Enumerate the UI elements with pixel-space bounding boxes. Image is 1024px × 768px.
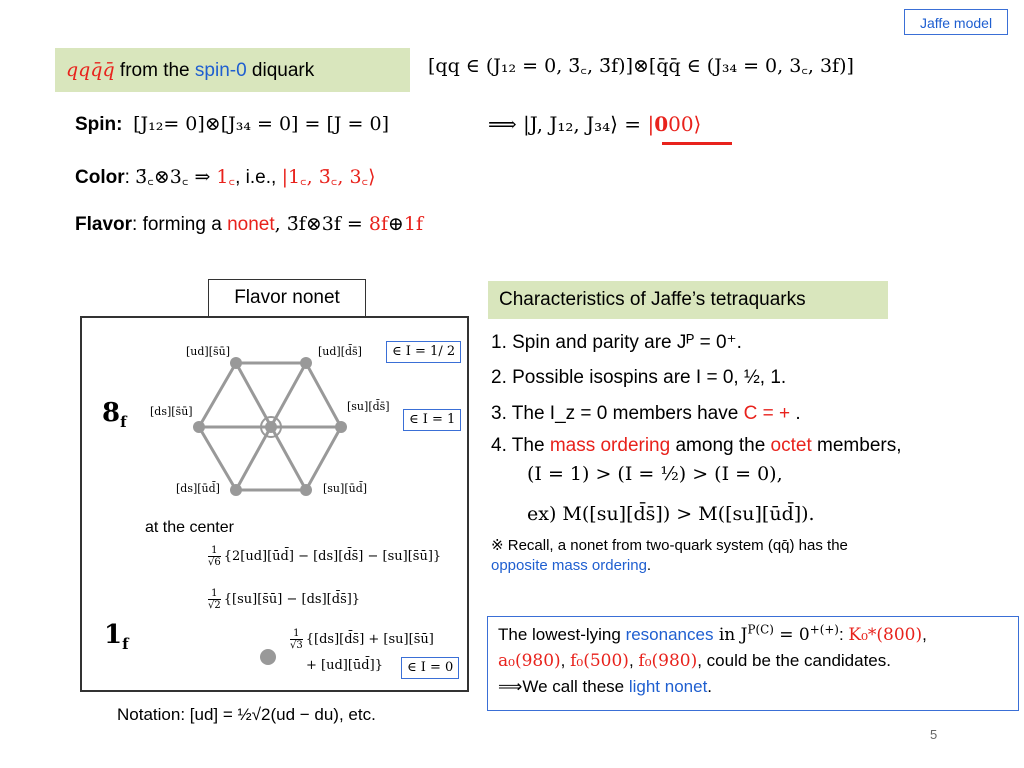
headline-math: qqq̄q̄ [66, 59, 115, 81]
singlet-formula-2: + [ud][ūd̄]} [306, 658, 383, 673]
characteristic-item-4-example: ex) M([su][d̄s̄]) > M([su][ūd̄]). [527, 503, 815, 525]
vertex-top-left [230, 357, 242, 369]
isospin-zero-box: ∈ I = 0 [401, 657, 459, 679]
spin-state-ket: | [647, 112, 655, 136]
flavor-singlet: 1f [403, 213, 424, 235]
characteristics-title: Characteristics of Jaffe’s tetraquarks [488, 281, 888, 319]
color-ie: , i.e., [235, 167, 282, 188]
resonance-line-3: ⟹We call these light nonet. [498, 677, 713, 696]
kaon-resonance: K₀*(800) [848, 625, 923, 645]
vertex-bottom-right [300, 484, 312, 496]
octet-center-formula-2: $\frac{1}{√2}$ {[su][s̄ū] − [ds][d̄s̄]} [208, 588, 361, 611]
item3-text-post: . [790, 403, 801, 424]
spin-state-rest: 00⟩ [668, 112, 702, 136]
f0-500-resonance: f₀(500) [570, 651, 629, 671]
resonance-line-2: a₀(980), f₀(500), f₀(980), could be the candidates. [498, 651, 891, 671]
jaffe-model-tag: Jaffe model [904, 9, 1008, 35]
color-colon: : [124, 167, 136, 188]
vertex-label-left: [ds][s̄ū] [150, 405, 193, 418]
headline-text-pre: from the [114, 60, 195, 81]
recall-end: . [646, 557, 652, 574]
characteristic-item-1: 1. Spin and parity are Jᴾ = 0⁺. [491, 332, 742, 353]
light-nonet-highlight: light nonet [628, 677, 708, 696]
singlet-dot [260, 649, 276, 665]
singlet-formula-1: $\frac{1}{√3}$ {[ds][d̄s̄] + [su][s̄ū] [290, 628, 434, 651]
isospin-one-box: ∈ I = 1 [403, 409, 461, 431]
resonance-line-1: The lowest-lying resonances in $J^{P(C)} = 0^{+(+)}$: K₀*(800), [498, 622, 927, 645]
item4-text-pre: 4. The [491, 435, 550, 456]
recall-line-1: ※ Recall, a nonet from two-quark system (qq̄) has the [491, 537, 848, 554]
singlet-label-sub: f [122, 635, 129, 654]
flavor-octet: 8f [368, 213, 388, 235]
color-product: 3̄꜀⊗3꜀ ⇒ [135, 166, 217, 188]
vertex-right [335, 421, 347, 433]
spin-implies-text: ⟹ |J, J₁₂, J₃₄⟩ = [488, 112, 648, 136]
spin-equation: [J₁₂= 0]⊗[J₃₄ = 0] = [J = 0] [133, 113, 389, 135]
spin-state-zero: 0 [654, 112, 669, 136]
item3-c-parity: C = + [743, 403, 791, 424]
item4-octet: octet [770, 435, 812, 456]
a0-resonance: a₀(980) [498, 651, 561, 671]
vertex-label-top-left: [ud][s̄ū] [186, 345, 231, 358]
vertex-center [265, 421, 277, 433]
characteristic-item-2: 2. Possible isospins are I = 0, ½, 1. [491, 367, 787, 388]
color-ket: |1꜀, 3̄꜀, 3꜀⟩ [281, 166, 376, 188]
singlet-label [104, 620, 129, 654]
isospin-half-box: ∈ I = 1/ 2 [386, 341, 461, 363]
item4-text-mid: among the [670, 435, 771, 456]
vertex-bottom-left [230, 484, 242, 496]
color-label: Color [75, 167, 125, 188]
resonance-candidates-box [487, 616, 1019, 711]
flavor-nonet-title: Flavor nonet [208, 279, 366, 317]
item3-text-pre: 3. The I_z = 0 members have [491, 403, 744, 424]
flavor-text-pre: : forming a [132, 214, 228, 235]
vertex-label-right: [su][d̄s̄] [347, 400, 390, 413]
vertex-label-top-right: [ud][d̄s̄] [318, 345, 362, 358]
vertex-label-bottom-right: [su][ūd̄] [323, 482, 368, 495]
vertex-top-right [300, 357, 312, 369]
flavor-label: Flavor [75, 214, 133, 235]
characteristic-item-3 [491, 403, 801, 425]
recall-opposite-ordering: opposite mass ordering [491, 557, 647, 574]
singlet-label-number: 1 [104, 620, 123, 650]
spin-label: Spin: [75, 114, 123, 135]
octet-label-number: 8 [102, 398, 121, 428]
octet-center-formula-1: $\frac{1}{√6}$ {2[ud][ūd̄] − [ds][d̄s̄] − [su][s̄ū]} [208, 545, 442, 568]
recall-line-2 [491, 556, 848, 576]
headline-highlight: spin-0 [194, 60, 247, 81]
flavor-product: , 3̄f⊗3f = [274, 213, 369, 235]
page-number: 5 [930, 727, 938, 742]
flavor-plus: ⊕ [388, 213, 404, 235]
characteristic-item-4 [491, 435, 902, 457]
flavor-highlight: nonet [227, 214, 275, 235]
item4-mass-ordering: mass ordering [549, 435, 671, 456]
resonances-highlight: resonances [625, 625, 714, 644]
headline-text-post: diquark [246, 60, 315, 81]
octet-label-sub: f [120, 413, 127, 432]
f0-980-resonance: f₀(980) [638, 651, 698, 671]
fraction-3: $\frac{1}{√3}$ [290, 628, 303, 651]
color-result: 1꜀ [216, 166, 236, 188]
characteristic-item-4-ordering: (I = 1) > (I = ½) > (I = 0), [527, 463, 783, 485]
fraction-2: $\frac{1}{√2}$ [208, 588, 221, 611]
vertex-label-bottom-left: [ds][ūd̄] [176, 482, 220, 495]
diquark-product: [qq ∈ (J₁₂ = 0, 3̄꜀, 3̄f)]⊗[q̄q̄ ∈ (J₃₄ = 0, 3꜀, 3f)] [428, 55, 854, 77]
recall-note [491, 536, 848, 576]
center-label: at the center [145, 519, 234, 536]
octet-label [102, 398, 127, 432]
vertex-left [193, 421, 205, 433]
fraction-1: $\frac{1}{√6}$ [208, 545, 221, 568]
notation-line: Notation: [ud] = ½√2(ud − du), etc. [117, 705, 376, 724]
item4-text-post: members, [811, 435, 902, 456]
